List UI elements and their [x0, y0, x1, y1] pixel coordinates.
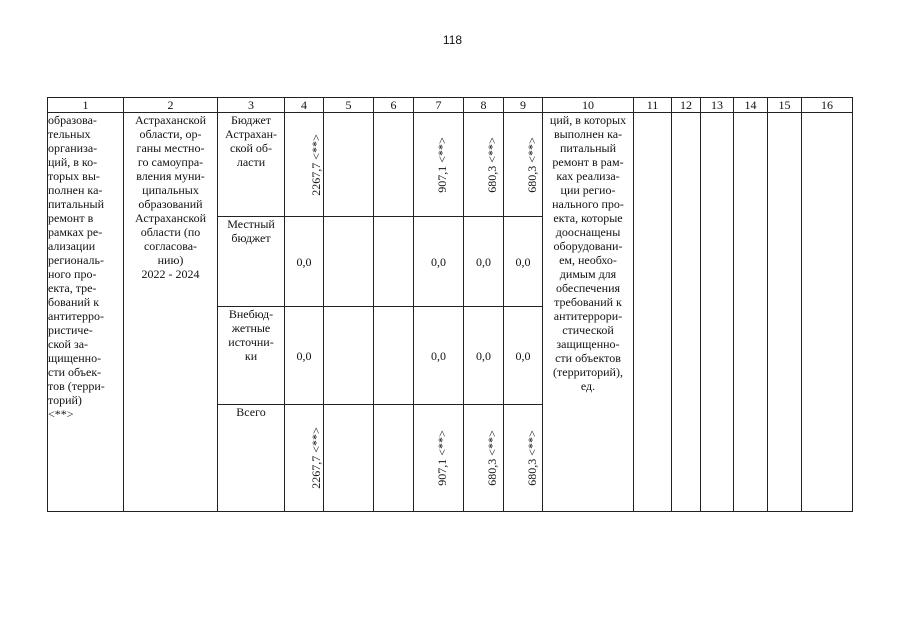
cell-line: рамках ре- — [48, 225, 103, 239]
cell-line: бюджет — [231, 231, 271, 245]
cell-line: ализации — [48, 239, 96, 253]
value-cell-5 — [324, 113, 374, 217]
header-cell-2: 2 — [124, 98, 218, 113]
value-text: 680,3 <**> — [484, 430, 499, 486]
header-cell-9: 9 — [504, 98, 543, 113]
value-text: 680,3 <**> — [524, 136, 539, 193]
table-row — [48, 113, 853, 217]
value-text: 2267,7 <**> — [308, 427, 323, 489]
value-text: 0,0 — [431, 348, 446, 363]
cell-line: (территорий), — [553, 365, 623, 379]
value-cell-6 — [374, 113, 414, 217]
cell-line: го самоупра- — [137, 155, 204, 169]
value-cell-5 — [324, 405, 374, 512]
value-cell-7 — [414, 405, 464, 512]
funding-source-cell — [218, 405, 285, 512]
cell-line: <**> — [48, 407, 74, 421]
cell-line: образова- — [48, 113, 97, 127]
cell-line: области, ор- — [139, 127, 202, 141]
indicator-description-cell — [543, 113, 634, 512]
header-cell-6: 6 — [374, 98, 414, 113]
cell-line: стической — [562, 323, 614, 337]
cell-line: региональ- — [48, 253, 104, 267]
cell-line: Астраханской — [135, 113, 206, 127]
header-cell-16: 16 — [802, 98, 853, 113]
cell-line: ках реализа- — [556, 169, 620, 183]
empty-cell-11 — [634, 113, 672, 512]
value-text: 907,1 <**> — [434, 430, 449, 486]
value-cell-6 — [374, 405, 414, 512]
value-cell-9 — [504, 307, 543, 405]
cell-line: екта, которые — [553, 211, 623, 225]
cell-line: защищенно- — [556, 337, 620, 351]
cell-line: Всего — [236, 405, 266, 419]
cell-line: сти объектов — [555, 351, 621, 365]
cell-line: ристиче- — [48, 323, 93, 337]
value-cell-4 — [285, 307, 324, 405]
cell-line: ем, необхо- — [559, 253, 617, 267]
cell-line: источни- — [228, 335, 274, 349]
cell-line: нию) — [157, 253, 184, 267]
value-cell-9 — [504, 217, 543, 307]
indicator-name-cell — [48, 113, 124, 512]
value-cell-7 — [414, 307, 464, 405]
cell-line: полнен ка- — [48, 183, 103, 197]
header-cell-13: 13 — [701, 98, 734, 113]
cell-line: екта, тре- — [48, 281, 97, 295]
cell-line: димым для — [559, 267, 617, 281]
header-cell-11: 11 — [634, 98, 672, 113]
value-cell-4 — [285, 405, 324, 512]
responsible-cell — [124, 113, 218, 512]
cell-line: нального про- — [552, 197, 624, 211]
header-cell-10: 10 — [543, 98, 634, 113]
header-cell-1: 1 — [48, 98, 124, 113]
cell-line: антитеррори- — [553, 309, 623, 323]
cell-line: торий) — [48, 393, 82, 407]
cell-line: требований к — [554, 295, 622, 309]
cell-line: оборудовани- — [553, 239, 623, 253]
cell-line: ед. — [580, 379, 596, 393]
empty-cell-13 — [701, 113, 734, 512]
value-cell-8 — [464, 217, 504, 307]
empty-cell-16 — [802, 113, 853, 512]
header-row — [48, 98, 853, 113]
cell-line: питальный — [559, 141, 617, 155]
value-cell-4 — [285, 113, 324, 217]
cell-line: ремонт в — [48, 211, 94, 225]
value-cell-8 — [464, 113, 504, 217]
cell-line: ципальных — [142, 183, 199, 197]
cell-line: Астраханской — [135, 211, 206, 225]
cell-line: Бюджет — [230, 113, 272, 127]
header-cell-4: 4 — [285, 98, 324, 113]
empty-cell-12 — [672, 113, 701, 512]
value-text: 2267,7 <**> — [308, 133, 323, 196]
cell-line: ремонт в рам- — [552, 155, 624, 169]
page-number: 118 — [442, 33, 463, 47]
cell-line: согласова- — [143, 239, 198, 253]
cell-line: выполнен ка- — [553, 127, 623, 141]
value-cell-9 — [504, 405, 543, 512]
header-cell-3: 3 — [218, 98, 285, 113]
value-text: 0,0 — [515, 254, 531, 269]
cell-line: ций, в ко- — [48, 155, 98, 169]
cell-line: ской за- — [48, 337, 89, 351]
cell-line: Астрахан- — [225, 127, 277, 141]
table-body — [48, 98, 853, 512]
cell-line: дооснащены — [555, 225, 621, 239]
cell-line: вления муни- — [136, 169, 205, 183]
value-text: 0,0 — [476, 254, 491, 269]
value-text: 0,0 — [296, 254, 312, 269]
cell-line: антитерро- — [48, 309, 104, 323]
empty-cell-15 — [768, 113, 802, 512]
cell-line: ного про- — [48, 267, 97, 281]
cell-line: образований — [138, 197, 203, 211]
funding-source-cell — [218, 307, 285, 405]
cell-line: торых вы- — [48, 169, 100, 183]
header-cell-12: 12 — [672, 98, 701, 113]
cell-line: ской об- — [229, 141, 273, 155]
cell-line: ласти — [236, 155, 266, 169]
cell-line: ций, в которых — [549, 113, 627, 127]
cell-line: ганы местно- — [136, 141, 205, 155]
header-cell-8: 8 — [464, 98, 504, 113]
cell-line: жетные — [231, 321, 271, 335]
header-cell-5: 5 — [324, 98, 374, 113]
cell-line: ции регио- — [560, 183, 616, 197]
value-text: 907,1 <**> — [434, 136, 449, 193]
value-cell-9 — [504, 113, 543, 217]
value-text: 0,0 — [431, 254, 446, 269]
cell-line: Внебюд- — [228, 307, 274, 321]
cell-line: сти объек- — [48, 365, 102, 379]
cell-line: питальный — [48, 197, 105, 211]
funding-source-cell — [218, 217, 285, 307]
value-text: 680,3 <**> — [484, 136, 499, 193]
cell-line: области (по — [140, 225, 201, 239]
value-cell-8 — [464, 307, 504, 405]
value-cell-6 — [374, 217, 414, 307]
value-cell-4 — [285, 217, 324, 307]
header-cell-7: 7 — [414, 98, 464, 113]
cell-line: 2022 - 2024 — [141, 267, 200, 281]
value-text: 0,0 — [515, 348, 531, 363]
value-text: 680,3 <**> — [524, 430, 539, 486]
header-cell-15: 15 — [768, 98, 802, 113]
cell-line: бований к — [48, 295, 100, 309]
value-cell-7 — [414, 113, 464, 217]
value-cell-5 — [324, 217, 374, 307]
value-cell-7 — [414, 217, 464, 307]
cell-line: Местный — [227, 217, 275, 231]
empty-cell-14 — [734, 113, 768, 512]
funding-source-cell — [218, 113, 285, 217]
cell-line: щищенно- — [48, 351, 102, 365]
cell-line: организа- — [48, 141, 98, 155]
cell-line: ки — [244, 349, 258, 363]
header-cell-14: 14 — [734, 98, 768, 113]
value-text: 0,0 — [296, 348, 312, 363]
value-cell-8 — [464, 405, 504, 512]
value-text: 0,0 — [476, 348, 491, 363]
value-cell-5 — [324, 307, 374, 405]
budget-table — [47, 97, 853, 512]
cell-line: обеспечения — [555, 281, 621, 295]
cell-line: тов (терри- — [48, 379, 105, 393]
value-cell-6 — [374, 307, 414, 405]
cell-line: тельных — [48, 127, 91, 141]
